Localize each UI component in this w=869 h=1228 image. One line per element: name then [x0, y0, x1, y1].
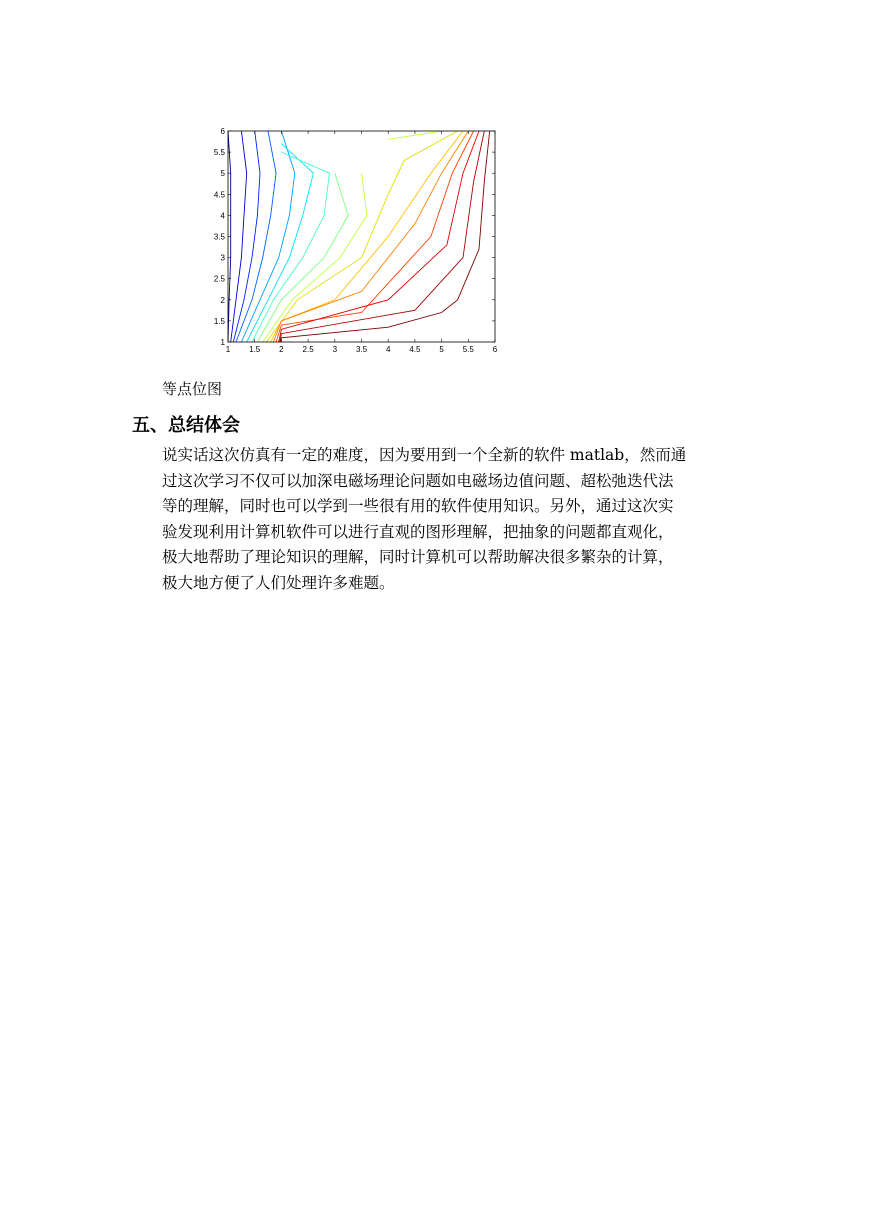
x-tick-label: 5.5: [462, 345, 474, 354]
y-tick-label: 2.5: [213, 274, 225, 284]
x-tick-label: 4.5: [409, 345, 421, 354]
contour-line-2: [233, 131, 260, 342]
figure-caption: 等点位图: [162, 380, 223, 398]
contour-plot: [212, 124, 507, 358]
y-tick-label: 5: [220, 169, 225, 179]
paragraph-line: 等的理解，同时也可以学到一些很有用的软件使用知识。另外，通过这次实: [162, 497, 674, 515]
y-tick-label: 4: [220, 211, 225, 221]
section-heading: 五、总结体会: [132, 415, 240, 436]
contour-line-3: [236, 131, 276, 342]
x-tick-label: 5: [439, 345, 444, 354]
y-tick-label: 4.5: [213, 190, 225, 200]
paragraph-line: 极大地帮助了理论知识的理解，同时计算机可以帮助解决很多繁杂的计算，: [162, 548, 674, 566]
y-tick-label: 2: [220, 295, 225, 305]
x-tick-label: 2.5: [302, 345, 314, 354]
y-tick-label: 3.5: [213, 232, 225, 242]
x-tick-label: 1: [225, 345, 231, 354]
contour-line-11: [271, 131, 463, 342]
y-tick-label: 1.5: [213, 316, 225, 326]
summary-paragraph: [162, 443, 738, 596]
x-tick-label: 4: [385, 345, 391, 354]
paragraph-line: 极大地方便了人们处理许多难题。: [162, 573, 395, 592]
contour-line-10: [266, 131, 457, 342]
paragraph-line: 验发现利用计算机软件可以进行直观的图形理解，把抽象的问题都直观化，: [162, 522, 674, 541]
y-tick-label: 3: [220, 253, 225, 263]
paragraph-line: 过这次学习不仅可以加深电磁场理论问题如电磁场边值问题、超松弛迭代法: [162, 471, 674, 490]
x-tick-label: 1.5: [249, 345, 261, 354]
x-tick-label: 3.5: [355, 345, 368, 354]
x-tick-label: 2: [279, 345, 284, 354]
y-tick-label: 1: [220, 338, 225, 347]
contour-line-1: [231, 131, 247, 342]
y-tick-label: 5.5: [213, 148, 225, 158]
y-tick-label: 6: [220, 127, 225, 136]
contour-chart-svg: [212, 124, 507, 358]
paragraph-line: 说实话这次仿真有一定的难度，因为要用到一个全新的软件 matlab，然而通: [162, 446, 687, 464]
contour-line-16: [280, 131, 489, 342]
contour-line-6: [252, 152, 330, 342]
x-tick-label: 3: [332, 345, 338, 354]
x-tick-label: 6: [492, 345, 498, 354]
